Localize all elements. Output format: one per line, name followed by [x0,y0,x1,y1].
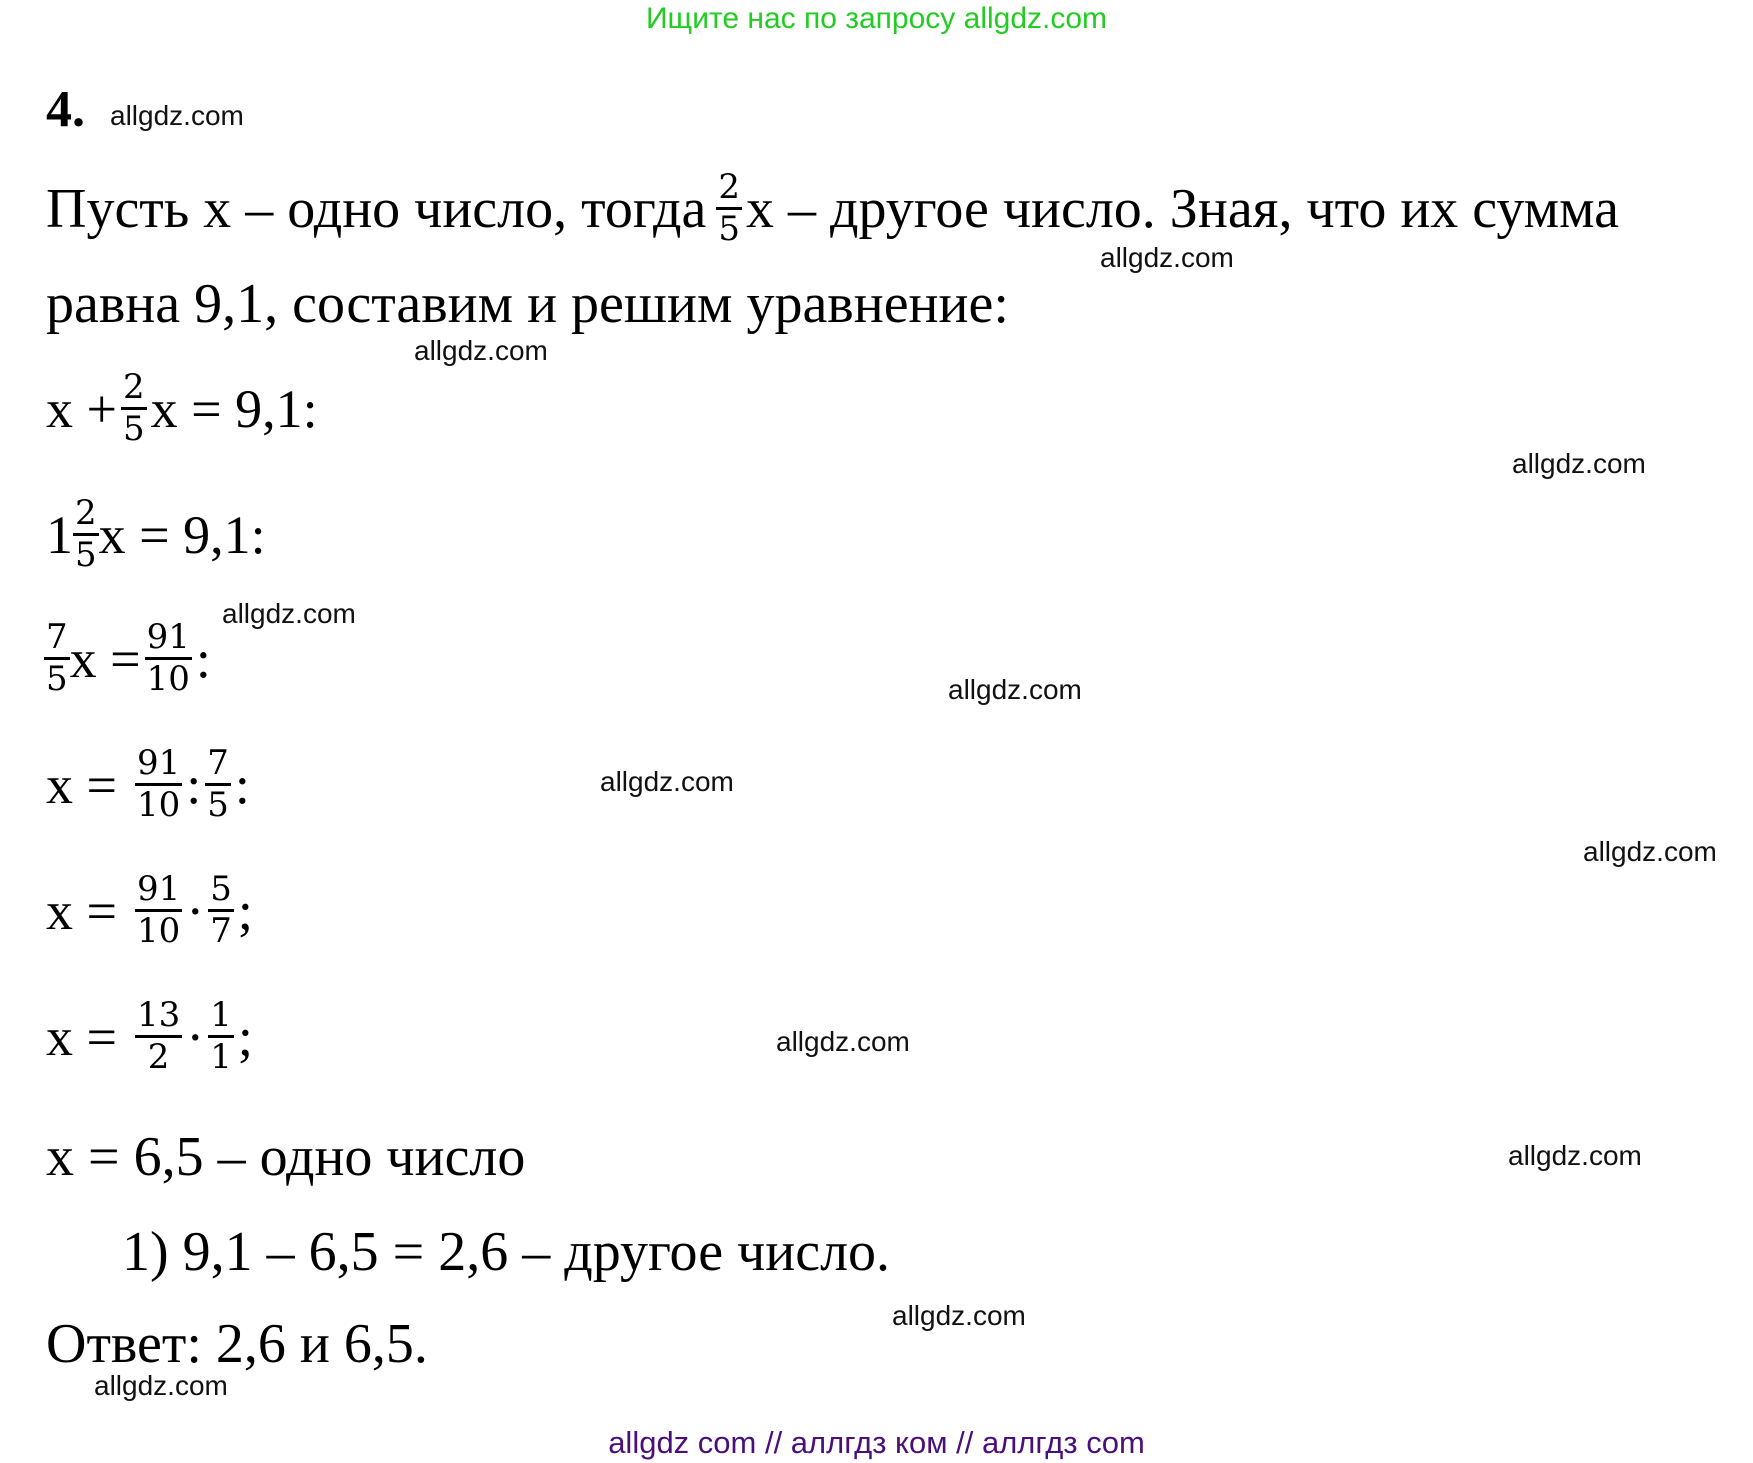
eq-text: ; [237,880,253,941]
watermark: allgdz.com [94,1370,228,1401]
watermark: allgdz.com [110,100,244,131]
eq-text: : [234,754,250,815]
equation-step-4 [46,744,250,825]
numerator: 91 [146,617,190,657]
equation-step-3 [44,618,211,699]
intro-text-b: x – другое число. Зная, что их сумма [746,177,1620,240]
fraction [121,368,147,449]
watermark: allgdz.com [222,598,356,629]
denominator: 5 [75,535,97,576]
equation-step-5 [46,870,253,951]
denominator: 10 [146,659,190,700]
answer: Ответ: 2,6 и 6,5. [46,1313,428,1375]
numerator: 1 [210,995,232,1035]
eq-operator: : [186,754,202,815]
eq-text: x + [46,378,117,439]
fraction [145,618,192,699]
fraction [208,870,234,951]
watermark: allgdz.com [600,766,734,797]
watermark: allgdz.com [1100,242,1234,273]
eq-text: ; [237,1006,253,1067]
watermark: allgdz.com [414,335,548,366]
footer-watermark: allgdz com // аллгдз ком // аллгдз com [608,1425,1145,1460]
fraction [208,996,234,1077]
equation-step-2 [46,494,266,575]
watermark: allgdz.com [1583,836,1717,867]
result-line: x = 6,5 – одно число [46,1126,526,1188]
denominator: 5 [718,209,740,250]
intro-line-1 [46,168,1619,249]
fraction [135,996,182,1077]
numerator: 7 [46,617,68,657]
intro-text-a: Пусть x – одно число, тогда [46,177,707,240]
eq-text: 1 [46,504,73,565]
eq-text: x = [46,1006,117,1067]
numerator: 2 [75,493,97,533]
watermark: allgdz.com [1508,1140,1642,1171]
intro-line-2: равна 9,1, составим и решим уравнение: [46,273,1009,335]
denominator: 5 [122,409,145,450]
eq-text: x = 9,1: [150,378,318,439]
eq-operator: · [186,880,205,941]
denominator: 2 [147,1037,170,1078]
denominator: 10 [136,785,181,826]
denominator: 7 [210,911,232,952]
eq-operator: · [186,1006,205,1067]
watermark: allgdz.com [776,1026,910,1057]
denominator: 1 [210,1037,232,1078]
numerator: 13 [136,995,181,1035]
eq-text: : [195,628,211,689]
eq-text: x = [69,628,141,689]
eq-text: x = [46,754,117,815]
fraction [716,168,742,249]
numerator: 2 [122,367,145,407]
fraction [73,494,99,575]
denominator: 5 [46,659,68,700]
watermark: allgdz.com [892,1300,1026,1331]
denominator: 5 [207,785,229,826]
fraction [205,744,231,825]
denominator: 10 [136,911,181,952]
eq-text: x = [46,880,117,941]
equation-step-1 [46,368,318,449]
eq-text: x = 9,1: [98,504,266,565]
watermark: allgdz.com [948,674,1082,705]
equation-step-6 [46,996,253,1077]
fraction [135,744,182,825]
numerator: 2 [718,167,740,207]
numerator: 91 [136,869,181,909]
search-banner: Ищите нас по запросу allgdz.com [645,2,1108,35]
fraction [44,618,70,699]
problem-number: 4. [46,81,85,138]
numerator: 91 [136,743,181,783]
watermark: allgdz.com [1512,448,1646,479]
action-step-1: 1) 9,1 – 6,5 = 2,6 – другое число. [122,1221,891,1283]
fraction [135,870,182,951]
numerator: 5 [210,869,232,909]
numerator: 7 [207,743,229,783]
